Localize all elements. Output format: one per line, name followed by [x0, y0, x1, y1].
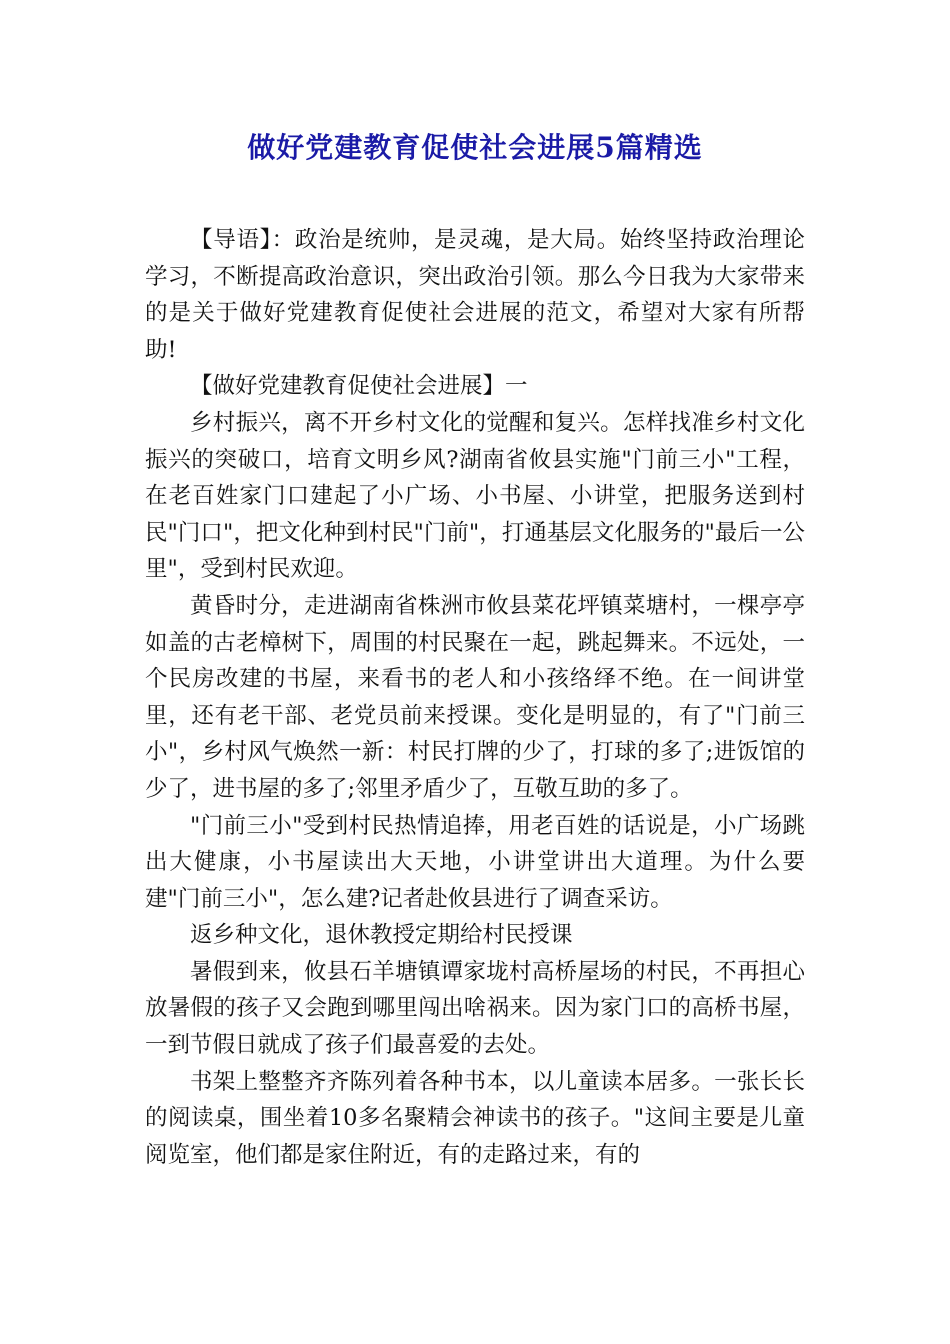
paragraph: 书架上整整齐齐陈列着各种书本，以儿童读本居多。一张长长的阅读桌，围坐着10多名聚精会神读书的孩子。"这间主要是儿童阅览室，他们都是家住附近，有的走路过来，有的 [145, 1068, 805, 1168]
document-title: 做好党建教育促使社会进展5篇精选 [247, 131, 703, 164]
paragraph-intro: 【导语】：政治是统帅，是灵魂，是大局。始终坚持政治理论学习，不断提高政治意识，突出政治引领。那么今日我为大家带来的是关于做好党建教育促使社会进展的范文，希望对大家有所帮助! [145, 227, 805, 363]
paragraph: "门前三小"受到村民热情追捧，用老百姓的话说是，小广场跳出大健康，小书屋读出大天地，小讲堂讲出大道理。为什么要建"门前三小"，怎么建?记者赴攸县进行了调查采访。 [145, 812, 805, 912]
paragraph: 黄昏时分，走进湖南省株洲市攸县菜花坪镇菜塘村，一棵亭亭如盖的古老樟树下，周围的村民聚在一起，跳起舞来。不远处，一个民房改建的书屋，来看书的老人和小孩络绎不绝。在一间讲堂里，还有老干部、老党员前来授课。变化是明显的，有了"门前三小"，乡村风气焕然一新：村民打牌的少了，打球的多了;进饭馆的少了，进书屋的多了;邻里矛盾少了，互敬互助的多了。 [145, 592, 805, 802]
paragraph: 暑假到来，攸县石羊塘镇谭家垅村高桥屋场的村民，不再担心放暑假的孩子又会跑到哪里闯出啥祸来。因为家门口的高桥书屋，一到节假日就成了孩子们最喜爱的去处。 [145, 958, 805, 1059]
paragraph-section-heading: 【做好党建教育促使社会进展】一 [190, 373, 528, 400]
paragraph: 乡村振兴，离不开乡村文化的觉醒和复兴。怎样找准乡村文化振兴的突破口，培育文明乡风?湖南省攸县实施"门前三小"工程，在老百姓家门口建起了小广场、小书屋、小讲堂，把服务送到村民"门口"，把文化种到村民"门前"，打通基层文化服务的"最后一公里"，受到村民欢迎。 [145, 409, 805, 583]
document-body [145, 222, 805, 1173]
paragraph-subheading: 返乡种文化，退休教授定期给村民授课 [190, 922, 573, 949]
